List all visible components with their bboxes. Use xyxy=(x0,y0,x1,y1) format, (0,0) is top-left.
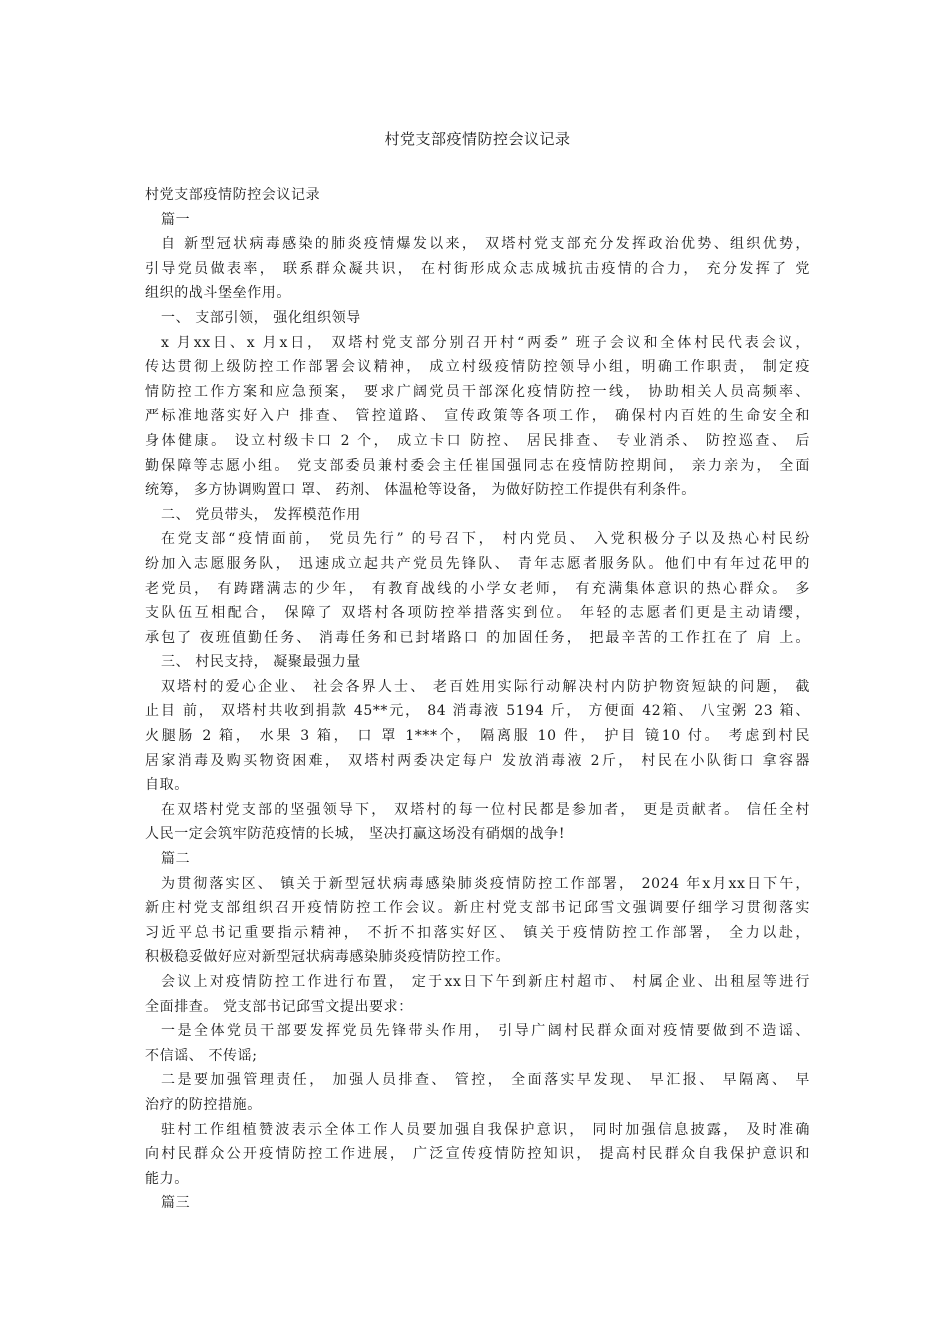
text-line: 居家消毒及购买物资困难， 双塔村两委决定每户 发放消毒液 2斤， 村民在小队街口 拿容器 xyxy=(145,752,810,769)
text-line: 新庄村党支部组织召开疫情防控工作会议。新庄村党支部书记邱雪文强调要仔细学习贯彻落实 xyxy=(145,900,810,917)
text-line: 三、 村民支持， 凝聚最强力量 xyxy=(161,654,361,671)
text-line: 驻村工作组植赞波表示全体工作人员要加强自我保护意识， 同时加强信息披露， 及时准确 xyxy=(161,1121,810,1138)
text-line: 治疗的防控措施。 xyxy=(145,1096,262,1113)
document-body xyxy=(145,183,810,1216)
text-line: 身体健康。 设立村级卡口 2 个， 成立卡口 防控、 居民排查、 专业消杀、 防控巡查、 后 xyxy=(145,432,810,449)
text-line: 不信谣、 不传谣; xyxy=(145,1047,258,1064)
text-line: 引导党员做表率， 联系群众凝共识， 在村街形成众志成城抗击疫情的合力， 充分发挥了 党 xyxy=(145,260,810,277)
document-page xyxy=(145,128,810,1216)
text-line: 二是要加强管理责任， 加强人员排查、 管控， 全面落实早发现、 早汇报、 早隔离、 早 xyxy=(161,1072,810,1089)
text-line: 组织的战斗堡垒作用。 xyxy=(145,285,291,302)
text-line: 纷加入志愿服务队， 迅速成立起共产党员先锋队、 青年志愿者服务队。他们中有年过花甲的 xyxy=(145,555,810,572)
text-line: 习近平总书记重要指示精神， 不折不扣落实好区、 镇关于疫情防控工作部署， 全力以赴， xyxy=(145,924,810,941)
text-line: 止目 前， 双塔村共收到捐款 45**元， 84 消毒液 5194 斤， 方便面 42箱、 八宝粥 23 箱、 xyxy=(145,703,810,720)
text-line: 承包了 夜班值勤任务、 消毒任务和已封堵路口 的加固任务， 把最辛苦的工作扛在了 肩 上。 xyxy=(145,629,810,646)
text-line: 老党员， 有踌躇满志的少年， 有教育战线的小学女老师， 有充满集体意识的热心群众。 多 xyxy=(145,580,810,597)
text-line: 统筹， 多方协调购置口 罩、 药剂、 体温枪等设备， 为做好防控工作提供有利条件。 xyxy=(145,482,696,499)
text-line: 在党支部“疫情面前， 党员先行” 的号召下， 村内党员、 入党积极分子以及热心村民纷 xyxy=(161,531,810,548)
text-line: 篇一 xyxy=(161,211,191,228)
text-line: 传达贯彻上级防控工作部署会议精神， 成立村级疫情防控领导小组，明确工作职责， 制定疫 xyxy=(145,359,810,376)
text-line: 人民一定会筑牢防范疫情的长城， 坚决打赢这场没有硝烟的战争! xyxy=(145,826,566,843)
text-line: 一是全体党员干部要发挥党员先锋带头作用， 引导广阔村民群众面对疫情要做到不造谣、 xyxy=(161,1023,810,1040)
text-line: 一、 支部引领， 强化组织领导 xyxy=(161,309,361,326)
text-line: 在双塔村党支部的坚强领导下， 双塔村的每一位村民都是参加者， 更是贡献者。 信任全村 xyxy=(161,801,810,818)
text-line: 向村民群众公开疫情防控工作进展， 广泛宣传疫情防控知识， 提高村民群众自我保护意识和 xyxy=(145,1146,810,1163)
text-line: 勤保障等志愿小组。 党支部委员兼村委会主任崔国强同志在疫情防控期间， 亲力亲为， 全面 xyxy=(145,457,810,474)
document-title: 村党支部疫情防控会议记录 xyxy=(384,130,571,148)
text-line: 火腿肠 2 箱， 水果 3 箱， 口 罩 1***个， 隔离服 10 件， 护目 镜10 付。 考虑到村民 xyxy=(145,728,810,745)
text-line: 全面排查。 党支部书记邱雪文提出要求： xyxy=(145,998,413,1015)
text-line: x 月xx日、x 月x日， 双塔村党支部分别召开村“两委” 班子会议和全体村民代表会议， xyxy=(161,334,810,351)
text-line: 自 新型冠状病毒感染的肺炎疫情爆发以来， 双塔村党支部充分发挥政治优势、组织优势， xyxy=(161,236,810,253)
text-line: 能力。 xyxy=(145,1170,189,1187)
text-line: 篇三 xyxy=(161,1195,191,1212)
text-line: 支队伍互相配合， 保障了 双塔村各项防控举措落实到位。 年轻的志愿者们更是主动请缨， xyxy=(145,605,810,622)
text-line: 为贯彻落实区、 镇关于新型冠状病毒感染肺炎疫情防控工作部署， 2024 年x月xx日下午， xyxy=(161,875,810,892)
text-line: 积极稳妥做好应对新型冠状病毒感染肺炎疫情防控工作。 xyxy=(145,949,510,966)
text-line: 自取。 xyxy=(145,777,189,794)
text-line: 村党支部疫情防控会议记录 xyxy=(145,187,321,203)
text-line: 双塔村的爱心企业、 社会各界人士、 老百姓用实际行动解决村内防护物资短缺的问题， 截 xyxy=(161,678,810,695)
text-line: 严标准地落实好入户 排查、 管控道路、 宣传政策等各项工作， 确保村内百姓的生命安全和 xyxy=(145,408,810,425)
text-line: 篇二 xyxy=(161,851,191,868)
text-line: 二、 党员带头， 发挥模范作用 xyxy=(161,506,361,523)
text-line: 会议上对疫情防控工作进行布置， 定于xx日下午到新庄村超市、 村属企业、出租屋等进行 xyxy=(161,974,810,990)
text-line: 情防控工作方案和应急预案， 要求广阔党员干部深化疫情防控一线， 协助相关人员高频率、 xyxy=(145,383,810,400)
